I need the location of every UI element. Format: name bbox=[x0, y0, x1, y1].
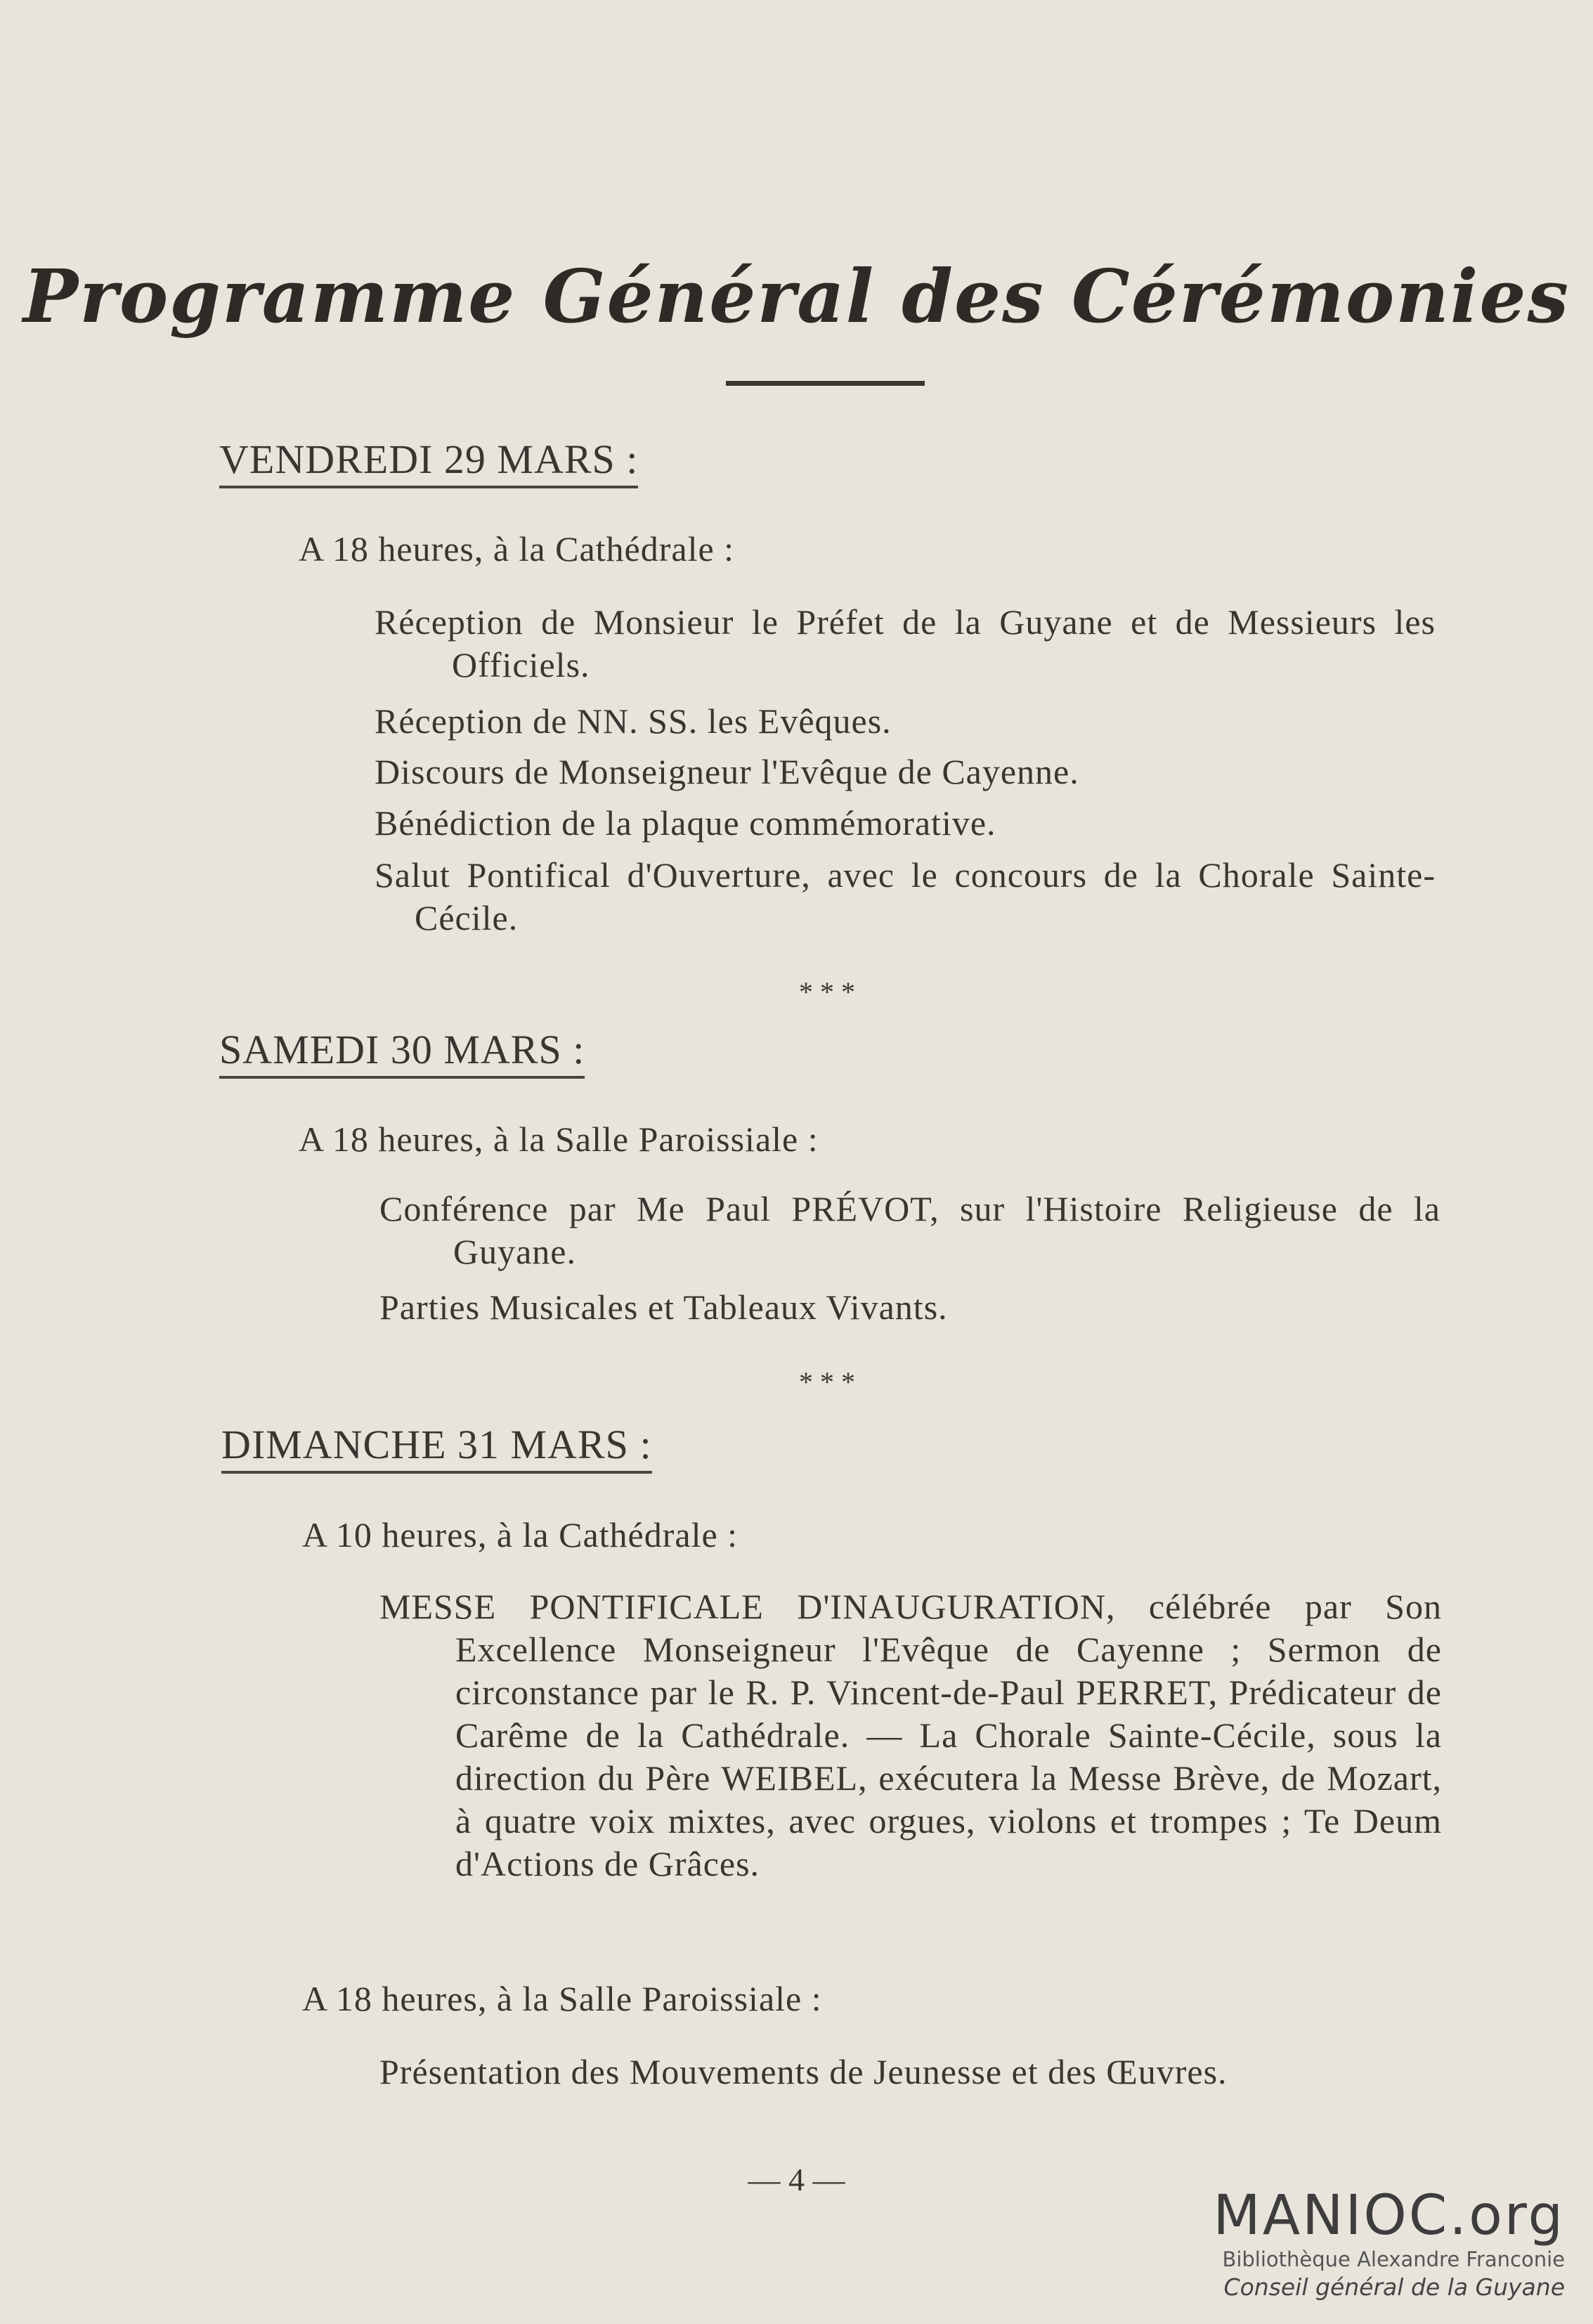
session-time: A 18 heures, à la Salle Paroissiale : bbox=[299, 1119, 819, 1159]
separator-text: * * * bbox=[799, 976, 855, 1008]
manioc-logo: MANIOC.org bbox=[1213, 2184, 1565, 2247]
program-item: Présentation des Mouvements de Jeunesse et des Œuvres. bbox=[379, 2052, 1228, 2091]
program-item: Discours de Monseigneur l'Evêque de Cayenne. bbox=[375, 752, 1079, 791]
title-underline bbox=[726, 381, 925, 386]
session-time: A 18 heures, à la Cathédrale : bbox=[299, 529, 735, 569]
program-item-text: Réception de Monsieur le Préfet de la Guyane et de Messieurs les Officiels. bbox=[375, 602, 1436, 684]
program-item bbox=[379, 1188, 1441, 1273]
session-time: A 18 heures, à la Salle Paroissiale : bbox=[302, 1979, 822, 2018]
program-item bbox=[375, 601, 1436, 687]
program-item: Parties Musicales et Tableaux Vivants. bbox=[379, 1287, 948, 1327]
section-separator bbox=[785, 976, 869, 1008]
page-number: — 4 — bbox=[748, 2162, 845, 2198]
session-time: A 10 heures, à la Cathédrale : bbox=[302, 1515, 739, 1554]
day-heading-sunday: DIMANCHE 31 MARS : bbox=[221, 1421, 652, 1474]
separator-text: * * * bbox=[799, 1366, 855, 1398]
day-heading-friday: VENDREDI 29 MARS : bbox=[219, 436, 638, 488]
section-separator bbox=[785, 1366, 869, 1398]
page-title: Programme Général des Cérémonies bbox=[22, 253, 1571, 339]
program-item: Bénédiction de la plaque commémorative. bbox=[375, 803, 996, 843]
program-item bbox=[375, 854, 1436, 940]
library-name: Bibliothèque Alexandre Franconie bbox=[1222, 2247, 1565, 2271]
program-item: Réception de NN. SS. les Evêques. bbox=[375, 701, 892, 741]
manioc-watermark bbox=[1143, 2186, 1565, 2302]
program-item-text: MESSE PONTIFICALE D'INAUGURATION, célébrée par Son Excellence Monseigneur l'Evêque de Cayenne ; Sermon de circonstance par le R. P. Vincent-de-Paul PERRET, Prédicateur de Carême de la Cathédrale. — La Chorale Sainte-Cécile, sous la direction du Père WEIBEL, exécutera la Messe Brève, de Mozart, à quatre voix mixtes, avec orgues, violons et trompes ; Te Deum d'Actions de Grâces. bbox=[379, 1587, 1442, 1883]
program-item bbox=[379, 1585, 1442, 1885]
council-name: Conseil général de la Guyane bbox=[1223, 2273, 1565, 2301]
day-heading-saturday: SAMEDI 30 MARS : bbox=[219, 1026, 585, 1079]
program-item-text: Salut Pontifical d'Ouverture, avec le concours de la Chorale Sainte-Cécile. bbox=[375, 855, 1436, 937]
program-item-text: Conférence par Me Paul PRÉVOT, sur l'Histoire Religieuse de la Guyane. bbox=[379, 1189, 1441, 1271]
